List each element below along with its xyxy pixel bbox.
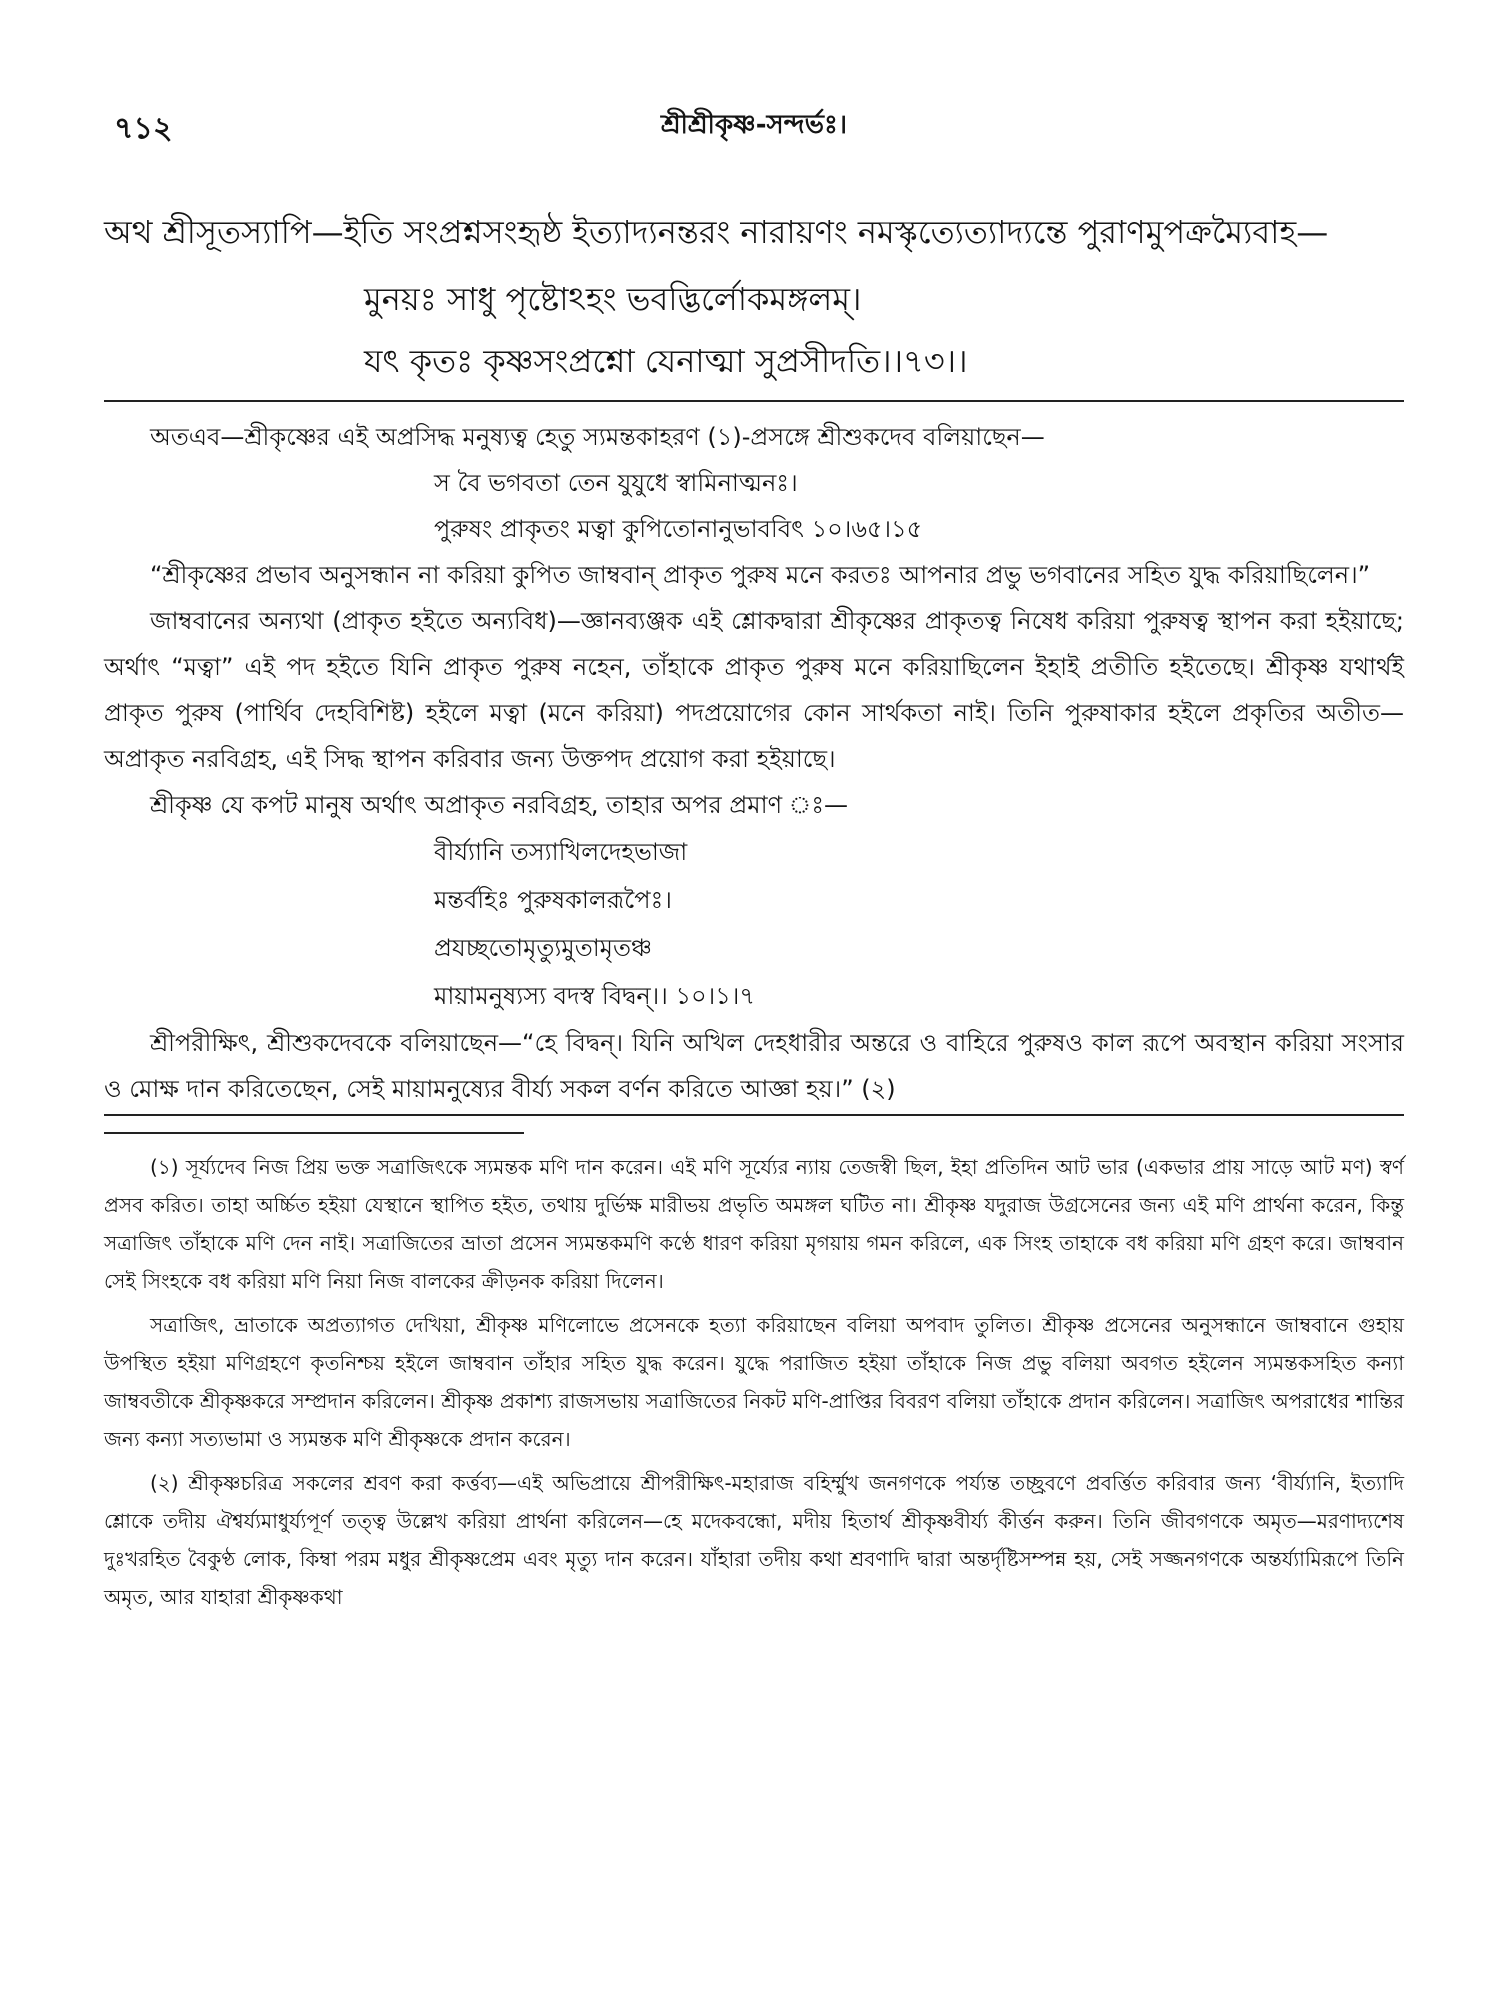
- quote-2-line-1: বীর্য্যানি তস্যাখিলদেহভাজা: [434, 838, 688, 866]
- commentary-paragraph-4: শ্রীকৃষ্ণ যে কপট মানুষ অর্থাৎ অপ্রাকৃত নরবিগ্রহ, তাহার অপর প্রমাণ ঃ—: [150, 791, 849, 819]
- commentary-section: [104, 414, 1404, 1116]
- intro-text: অথ শ্রীসূতস্যাপি—ইতি সংপ্রশ্নসংহৃষ্ঠ ইত্যাদ্যনন্তরং নারায়ণং নমস্কৃত্যেত্যাদ্যন্তে পুরাণমুপক্রম্যৈবাহ—: [104, 213, 1329, 251]
- commentary-paragraph-2: “শ্রীকৃষ্ণের প্রভাব অনুসন্ধান না করিয়া কুপিত জাম্ববান্ প্রাকৃত পুরুষ মনে করতঃ আপনার প্রভু ভগবানের সহিত যুদ্ধ করিয়াছিলেন।”: [150, 561, 1371, 589]
- running-title: শ্রীশ্রীকৃষ্ণ-সন্দর্ভঃ।: [660, 110, 848, 140]
- quote-1-line-2: পুরুষং প্রাকৃতং মত্বা কুপিতোনানুভাববিৎ ১০।৬৫।১৫: [434, 515, 923, 543]
- footnote-divider: [104, 1132, 524, 1134]
- quote-2-line-2: মন্তর্বহিঃ পুরুষকালরূপৈঃ।: [434, 886, 672, 914]
- quote-2: [434, 828, 1404, 1020]
- commentary-paragraph-5: শ্রীপরীক্ষিৎ, শ্রীশুকদেবকে বলিয়াছেন—“হে বিদ্বন্। যিনি অখিল দেহধারীর অন্তরে ও বাহিরে পুরুষও কাল রূপে অবস্থান করিয়া সংসার ও মোক্ষ দান করিতেছেন, সেই মায়ামনুষ্যের বীর্য্য সকল বর্ণন করিতে আজ্ঞা হয়।” (২): [104, 1020, 1404, 1116]
- footnote-1-paragraph-2: সত্রাজিৎ, ভ্রাতাকে অপ্রত্যাগত দেখিয়া, শ্রীকৃষ্ণ মণিলোভে প্রসেনকে হত্যা করিয়াছেন বলিয়া অপবাদ তুলিত। শ্রীকৃষ্ণ প্রসেনের অনুসন্ধানে জাম্ববানে গুহায় উপস্থিত হইয়া মণিগ্রহণে কৃতনিশ্চয় হইলে জাম্ববান তাঁহার সহিত যুদ্ধ করেন। যুদ্ধে পরাজিত হইয়া তাঁহাকে নিজ প্রভু বলিয়া অবগত হইলেন স্যমন্তকসহিত কন্যা জাম্ববতীকে শ্রীকৃষ্ণকরে সম্প্রদান করিলেন। শ্রীকৃষ্ণ প্রকাশ্য রাজসভায় সত্রাজিতের নিকট মণি-প্রাপ্তির বিবরণ বলিয়া তাঁহাকে প্রদান করিলেন। সত্রাজিৎ অপরাধের শান্তির জন্য কন্যা সত্যভামা ও স্যমন্তক মণি শ্রীকৃষ্ণকে প্রদান করেন।: [104, 1313, 1404, 1451]
- section-divider: [104, 400, 1404, 402]
- quote-1: [434, 460, 1404, 552]
- main-verse: [364, 268, 1404, 392]
- footnote-2: (২) শ্রীকৃষ্ণচরিত্র সকলের শ্রবণ করা কর্ত্তব্য—এই অভিপ্রায়ে শ্রীপরীক্ষিৎ-মহারাজ বহির্ম্মুখ জনগণকে পর্য্যন্ত তচ্ছ্রবণে প্রবর্ত্তিত করিবার জন্য ‘বীর্য্যানি, ইত্যাদি শ্লোকে তদীয় ঐশ্বর্য্যমাধুর্য্যপূর্ণ তত্ত্ব উল্লেখ করিয়া প্রার্থনা করিলেন—হে মদেকবন্ধো, মদীয় হিতার্থ শ্রীকৃষ্ণবীর্য্য কীর্ত্তন করুন। তিনি জীবগণকে অমৃত—মরণাদ্যশেষ দুঃখরহিত বৈকুণ্ঠ লোক, কিম্বা পরম মধুর শ্রীকৃষ্ণপ্রেম এবং মৃত্যু দান করেন। যাঁহারা তদীয় কথা শ্রবণাদি দ্বারা অন্তর্দৃষ্টিসম্পন্ন হয়, সেই সজ্জনগণকে অন্তর্য্যামিরূপে তিনি অমৃত, আর যাহারা শ্রীকৃষ্ণকথা: [104, 1471, 1404, 1609]
- main-verse-line-1: মুনয়ঃ সাধু পৃষ্টোঽহং ভবদ্ভির্লোকমঙ্গলম্।: [364, 280, 862, 318]
- page-header: [104, 0, 1404, 150]
- commentary-paragraph-3: জাম্ববানের অন্যথা (প্রাকৃত হইতে অন্যবিধ)—জ্ঞানব্যঞ্জক এই শ্লোকদ্বারা শ্রীকৃষ্ণের প্রাকৃতত্ব নিষেধ করিয়া পুরুষত্ব স্থাপন করা হইয়াছে; অর্থাৎ “মত্বা” এই পদ হইতে যিনি প্রাকৃত পুরুষ নহেন, তাঁহাকে প্রাকৃত পুরুষ মনে করিয়াছিলেন ইহাই প্রতীতি হইতেছে। শ্রীকৃষ্ণ যথার্থই প্রাকৃত পুরুষ (পার্থিব দেহবিশিষ্ট) হইলে মত্বা (মনে করিয়া) পদপ্রয়োগের কোন সার্থকতা নাই। তিনি পুরুষাকার হইলে প্রকৃতির অতীত—অপ্রাকৃত নরবিগ্রহ, এই সিদ্ধ স্থাপন করিবার জন্য উক্তপদ প্রয়োগ করা হইয়াছে।: [104, 607, 1404, 773]
- quote-1-line-1: স বৈ ভগবতা তেন যুযুধে স্বামিনাত্মনঃ।: [434, 469, 798, 497]
- main-verse-line-2: যৎ কৃতঃ কৃষ্ণসংপ্রশ্নো যেনাত্মা সুপ্রসীদতি।।৭৩।।: [364, 342, 968, 380]
- footnote-1-paragraph-1: (১) সূর্য্যদেব নিজ প্রিয় ভক্ত সত্রাজিৎকে স্যমন্তক মণি দান করেন। এই মণি সূর্য্যের ন্যায় তেজস্বী ছিল, ইহা প্রতিদিন আট ভার (একভার প্রায় সাড়ে আট মণ) স্বর্ণ প্রসব করিত। তাহা অর্চ্চিত হইয়া যেস্থানে স্থাপিত হইত, তথায় দুর্ভিক্ষ মারীভয় প্রভৃতি অমঙ্গল ঘটিত না। শ্রীকৃষ্ণ যদুরাজ উগ্রসেনের জন্য এই মণি প্রার্থনা করেন, কিন্তু সত্রাজিৎ তাঁহাকে মণি দেন নাই। সত্রাজিতের ভ্রাতা প্রসেন স্যমন্তকমণি কণ্ঠে ধারণ করিয়া মৃগয়ায় গমন করিলে, এক সিংহ তাহাকে বধ করিয়া মণি গ্রহণ করে। জাম্ববান সেই সিংহকে বধ করিয়া মণি নিয়া নিজ বালকের ক্রীড়নক করিয়া দিলেন।: [104, 1155, 1404, 1293]
- quote-2-line-4: মায়ামনুষ্যস্য বদস্ব বিদ্বন্।। ১০।১।৭: [434, 982, 755, 1010]
- footnotes-section: [104, 1148, 1404, 1616]
- quote-2-line-3: প্রযচ্ছতোমৃত্যুমুতামৃতঞ্চ: [434, 934, 652, 962]
- page-number: ৭১২: [114, 111, 173, 146]
- commentary-paragraph-1: অতএব—শ্রীকৃষ্ণের এই অপ্রসিদ্ধ মনুষ্যত্ব হেতু স্যমন্তকাহরণ (১)-প্রসঙ্গে শ্রীশুকদেব বলিয়াছেন—: [150, 423, 1045, 451]
- intro-section: [104, 196, 1404, 392]
